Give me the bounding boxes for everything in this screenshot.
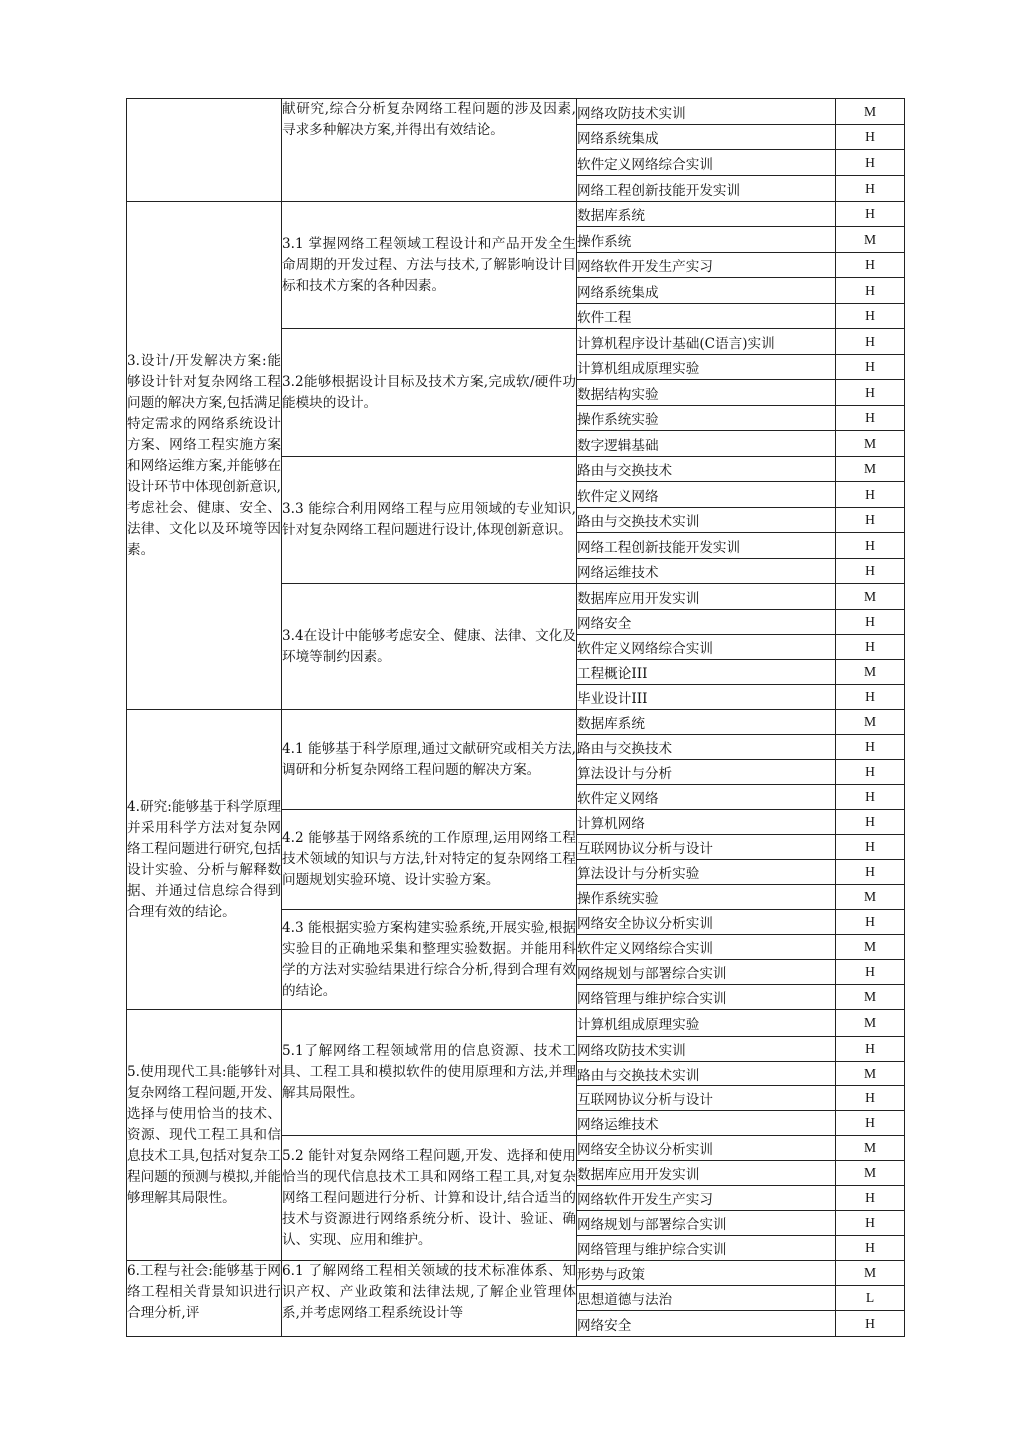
support-level: M — [836, 227, 905, 253]
support-level: M — [836, 457, 905, 482]
support-level: M — [836, 985, 905, 1010]
table-row — [127, 710, 905, 735]
table-row — [127, 202, 905, 227]
course-name: 数字逻辑基础 — [577, 431, 836, 457]
support-level: M — [836, 1161, 905, 1186]
indicator-point: 3.4在设计中能够考虑安全、健康、法律、文化及环境等制约因素。 — [282, 584, 577, 710]
course-name: 软件定义网络 — [577, 785, 836, 810]
graduation-requirement: 3.设计/开发解决方案:能够设计针对复杂网络工程问题的解决方案,包括满足特定需求的网络系统设计方案、网络工程实施方案和网络运维方案,并能够在设计环节中体现创新意识,考虑社会、健康、安全、法律、文化以及环境等因素。 — [127, 202, 282, 710]
support-level: H — [836, 1236, 905, 1261]
graduation-requirement — [127, 99, 282, 202]
support-level: H — [836, 278, 905, 304]
course-name: 路由与交换技术 — [577, 735, 836, 760]
course-name: 网络运维技术 — [577, 559, 836, 584]
course-name: 网络运维技术 — [577, 1111, 836, 1136]
support-level: H — [836, 835, 905, 860]
support-level: M — [836, 660, 905, 685]
course-name: 网络系统集成 — [577, 278, 836, 304]
course-support-matrix — [126, 98, 905, 1337]
course-name: 网络攻防技术实训 — [577, 1037, 836, 1062]
support-level: H — [836, 533, 905, 559]
course-name: 软件工程 — [577, 304, 836, 329]
course-name: 数据库应用开发实训 — [577, 1161, 836, 1186]
support-level: H — [836, 610, 905, 635]
support-level: H — [836, 960, 905, 985]
course-name: 毕业设计III — [577, 685, 836, 710]
support-level: H — [836, 304, 905, 329]
indicator-point: 3.1 掌握网络工程领域工程设计和产品开发全生命周期的开发过程、方法与技术,了解影响设计目标和技术方案的各种因素。 — [282, 202, 577, 329]
support-level: H — [836, 482, 905, 508]
support-level: M — [836, 710, 905, 735]
indicator-point: 5.1了解网络工程领域常用的信息资源、技术工具、工程工具和模拟软件的使用原理和方法,并理解其局限性。 — [282, 1010, 577, 1136]
course-name: 数据库应用开发实训 — [577, 584, 836, 610]
support-level: M — [836, 99, 905, 125]
course-name: 网络攻防技术实训 — [577, 99, 836, 125]
support-level: H — [836, 125, 905, 150]
course-name: 操作系统实验 — [577, 885, 836, 910]
support-level: H — [836, 1111, 905, 1136]
indicator-point: 4.3 能根据实验方案构建实验系统,开展实验,根据实验目的正确地采集和整理实验数据。并能用科学的方法对实验结果进行综合分析,得到合理有效的结论。 — [282, 910, 577, 1010]
support-level: H — [836, 355, 905, 380]
support-level: M — [836, 1261, 905, 1286]
indicator-point: 3.2能够根据设计目标及技术方案,完成软/硬件功能模块的设计。 — [282, 329, 577, 457]
table-row — [127, 1010, 905, 1037]
course-name: 路由与交换技术 — [577, 457, 836, 482]
support-level: M — [836, 1010, 905, 1037]
course-name: 计算机组成原理实验 — [577, 355, 836, 380]
support-level: M — [836, 1062, 905, 1086]
support-level: H — [836, 860, 905, 885]
course-name: 网络安全协议分析实训 — [577, 910, 836, 935]
course-name: 数据结构实验 — [577, 380, 836, 406]
course-name: 互联网协议分析与设计 — [577, 835, 836, 860]
graduation-requirement: 5.使用现代工具:能够针对复杂网络工程问题,开发、选择与使用恰当的技术、资源、现代工程工具和信息技术工具,包括对复杂工程问题的预测与模拟,并能够理解其局限性。 — [127, 1010, 282, 1261]
support-level: H — [836, 1086, 905, 1111]
support-level: H — [836, 406, 905, 431]
course-name: 网络管理与维护综合实训 — [577, 985, 836, 1010]
support-level: H — [836, 559, 905, 584]
course-name: 计算机网络 — [577, 810, 836, 835]
course-name: 网络系统集成 — [577, 125, 836, 150]
support-level: H — [836, 1186, 905, 1211]
support-level: H — [836, 253, 905, 278]
course-name: 网络安全 — [577, 1311, 836, 1337]
support-level: H — [836, 202, 905, 227]
support-level: H — [836, 176, 905, 202]
course-name: 网络软件开发生产实习 — [577, 253, 836, 278]
graduation-requirement: 6.工程与社会:能够基于网络工程相关背景知识进行合理分析,评 — [127, 1261, 282, 1337]
course-name: 软件定义网络 — [577, 482, 836, 508]
course-name: 操作系统实验 — [577, 406, 836, 431]
course-name: 软件定义网络综合实训 — [577, 150, 836, 176]
support-level: H — [836, 735, 905, 760]
course-name: 形势与政策 — [577, 1261, 836, 1286]
course-name: 软件定义网络综合实训 — [577, 635, 836, 660]
course-name: 网络工程创新技能开发实训 — [577, 176, 836, 202]
support-level: H — [836, 508, 905, 533]
course-name: 软件定义网络综合实训 — [577, 935, 836, 960]
course-name: 网络规划与部署综合实训 — [577, 1211, 836, 1236]
table-row — [127, 99, 905, 125]
course-name: 计算机组成原理实验 — [577, 1010, 836, 1037]
support-level: H — [836, 635, 905, 660]
support-level: H — [836, 810, 905, 835]
course-name: 网络安全协议分析实训 — [577, 1136, 836, 1161]
support-level: M — [836, 584, 905, 610]
table-row — [127, 1261, 905, 1286]
support-level: M — [836, 885, 905, 910]
course-name: 算法设计与分析实验 — [577, 860, 836, 885]
support-level: H — [836, 150, 905, 176]
course-name: 网络软件开发生产实习 — [577, 1186, 836, 1211]
indicator-point: 3.3 能综合利用网络工程与应用领域的专业知识,针对复杂网络工程问题进行设计,体现创新意识。 — [282, 457, 577, 584]
course-name: 数据库系统 — [577, 710, 836, 735]
support-level: H — [836, 910, 905, 935]
course-name: 路由与交换技术实训 — [577, 508, 836, 533]
indicator-point: 献研究,综合分析复杂网络工程问题的涉及因素,寻求多种解决方案,并得出有效结论。 — [282, 99, 577, 202]
course-name: 网络安全 — [577, 610, 836, 635]
support-level: H — [836, 1311, 905, 1337]
course-name: 路由与交换技术实训 — [577, 1062, 836, 1086]
support-level: H — [836, 380, 905, 406]
support-level: H — [836, 785, 905, 810]
indicator-point: 4.2 能够基于网络系统的工作原理,运用网络工程技术领域的知识与方法,针对特定的复杂网络工程问题规划实验环境、设计实验方案。 — [282, 810, 577, 910]
course-name: 算法设计与分析 — [577, 760, 836, 785]
support-level: H — [836, 1037, 905, 1062]
course-name: 工程概论III — [577, 660, 836, 685]
course-name: 网络规划与部署综合实训 — [577, 960, 836, 985]
support-level: M — [836, 1136, 905, 1161]
course-name: 数据库系统 — [577, 202, 836, 227]
support-level: H — [836, 1211, 905, 1236]
support-level: H — [836, 760, 905, 785]
support-level: H — [836, 685, 905, 710]
graduation-requirement: 4.研究:能够基于科学原理并采用科学方法对复杂网络工程问题进行研究,包括设计实验、分析与解释数据、并通过信息综合得到合理有效的结论。 — [127, 710, 282, 1010]
course-name: 网络管理与维护综合实训 — [577, 1236, 836, 1261]
support-level: H — [836, 329, 905, 355]
course-name: 思想道德与法治 — [577, 1286, 836, 1311]
support-level: M — [836, 935, 905, 960]
course-name: 网络工程创新技能开发实训 — [577, 533, 836, 559]
course-name: 计算机程序设计基础(C语言)实训 — [577, 329, 836, 355]
indicator-point: 5.2 能针对复杂网络工程问题,开发、选择和使用恰当的现代信息技术工具和网络工程工具,对复杂网络工程问题进行分析、计算和设计,结合适当的技术与资源进行网络系统分析、设计、验证、确认、实现、应用和维护。 — [282, 1136, 577, 1261]
indicator-point: 4.1 能够基于科学原理,通过文献研究或相关方法,调研和分析复杂网络工程问题的解决方案。 — [282, 710, 577, 810]
course-name: 互联网协议分析与设计 — [577, 1086, 836, 1111]
support-level: L — [836, 1286, 905, 1311]
support-level: M — [836, 431, 905, 457]
indicator-point: 6.1 了解网络工程相关领域的技术标准体系、知识产权、产业政策和法律法规,了解企业管理体系,并考虑网络工程系统设计等 — [282, 1261, 577, 1337]
course-name: 操作系统 — [577, 227, 836, 253]
